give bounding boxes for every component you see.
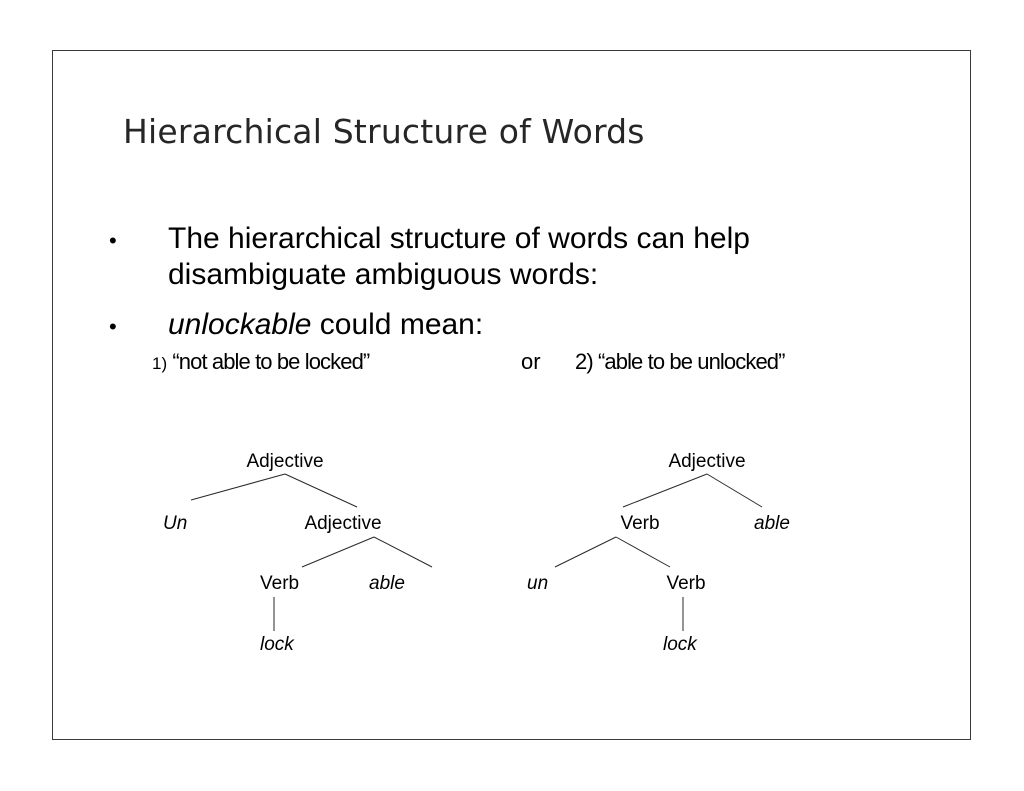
tree-edge — [707, 474, 762, 507]
tree-node: Verb — [260, 573, 300, 594]
tree-node: un — [527, 573, 549, 594]
tree-edge — [191, 474, 285, 500]
tree-left — [163, 451, 432, 655]
bullet-marker: • — [109, 314, 117, 339]
tree-node: Un — [163, 513, 188, 534]
bullet-text: The hierarchical structure of words can help disambiguate ambiguous words: — [168, 222, 750, 291]
tree-node: able — [369, 573, 405, 594]
tree-node: able — [754, 513, 790, 534]
meaning-connector: or — [521, 349, 541, 374]
tree-node: lock — [260, 634, 294, 655]
tree-node: Adjective — [246, 451, 324, 472]
meaning-1-number: 1) — [152, 354, 168, 373]
tree-edge — [555, 537, 616, 567]
tree-node: Adjective — [304, 513, 382, 534]
slide-title: Hierarchical Structure of Words — [123, 112, 645, 151]
tree-node: lock — [663, 634, 697, 655]
bullet-text-rest: could mean: — [311, 308, 484, 341]
tree-node: Verb — [666, 573, 706, 594]
tree-edge — [374, 537, 432, 567]
meaning-1-text: “not able to be locked” — [172, 349, 370, 374]
tree-edge — [616, 537, 670, 567]
bullet-marker: • — [109, 228, 117, 253]
tree-node: Verb — [620, 513, 660, 534]
tree-edge — [302, 537, 374, 567]
tree-node: Adjective — [668, 451, 746, 472]
tree-right — [527, 451, 790, 655]
example-word: unlockable — [168, 308, 312, 341]
tree-edge — [623, 474, 707, 507]
meaning-2: 2) “able to be unlocked” — [575, 349, 785, 374]
tree-edge — [285, 474, 357, 507]
